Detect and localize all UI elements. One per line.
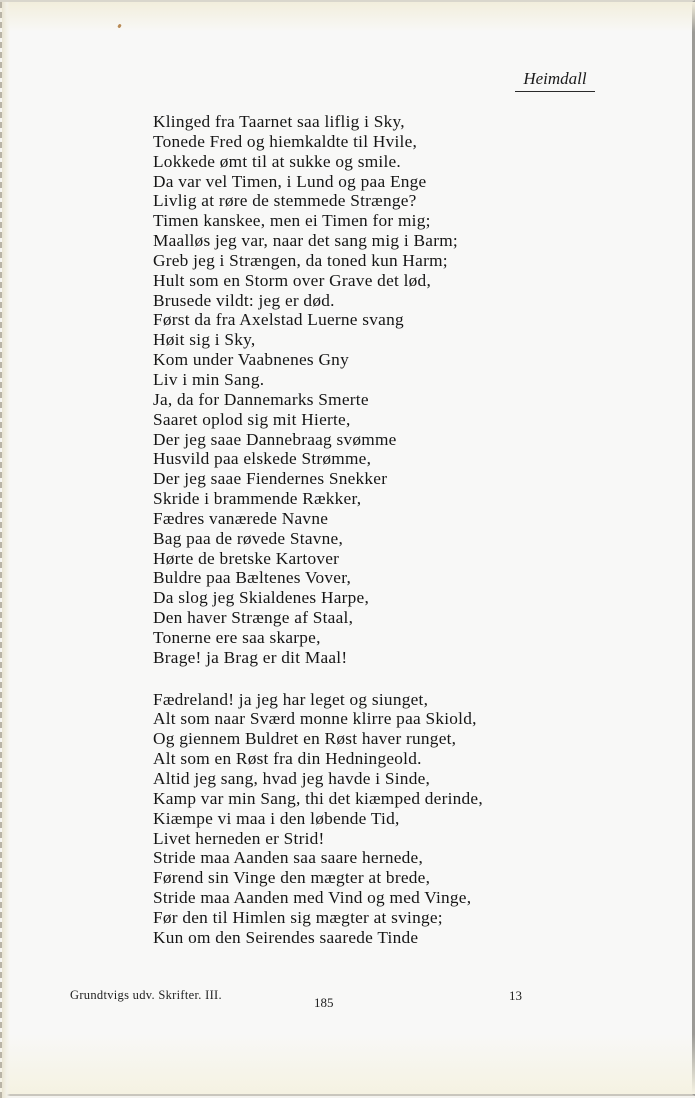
poem-line: Før den til Himlen sig mægter at svinge; — [153, 907, 443, 927]
page-number: 185 — [314, 995, 334, 1010]
stanza-1 — [153, 112, 573, 668]
poem-line: Kom under Vaabnenes Gny — [153, 350, 349, 370]
poem-line: Maalløs jeg var, naar det sang mig i Barm; — [153, 231, 458, 251]
poem-line: Kiæmpe vi maa i den løbende Tid, — [153, 808, 400, 828]
poem-line: Stride maa Aanden saa saare hernede, — [153, 848, 424, 868]
poem-line: Timen kanskee, men ei Timen for mig; — [153, 211, 431, 231]
poem-line: Der jeg saae Fiendernes Snekker — [153, 469, 388, 489]
poem-line: Fædres vanærede Navne — [153, 508, 329, 528]
poem-line: Livet herneden er Strid! — [153, 828, 325, 848]
footer-signature: Grundtvigs udv. Skrifter. III. — [70, 988, 222, 1002]
poem-line: Høit sig i Sky, — [153, 330, 256, 350]
poem-line: Brusede vildt: jeg er død. — [153, 290, 335, 310]
poem-line: Husvild paa elskede Strømme, — [153, 449, 372, 469]
poem-line: Bag paa de røvede Stavne, — [153, 528, 344, 548]
poem-line: Den haver Strænge af Staal, — [153, 608, 354, 628]
poem-line: Stride maa Aanden med Vind og med Vinge, — [153, 888, 472, 908]
poem-line: Lokkede ømt til at sukke og smile. — [153, 151, 401, 171]
poem-line: Liv i min Sang. — [153, 369, 265, 389]
poem-line: Ja, da for Dannemarks Smerte — [153, 389, 369, 409]
poem-line: Hult som en Storm over Grave det lød, — [153, 270, 432, 290]
page-aging-bottom — [0, 1034, 695, 1094]
running-head-title: Heimdall — [515, 70, 595, 92]
poem-line: Tonerne ere saa skarpe, — [153, 627, 321, 647]
poem-line: Førend sin Vinge den mægter at brede, — [153, 868, 431, 888]
poem-line: Saaret oplod sig mit Hierte, — [153, 409, 351, 429]
poem-line: Tonede Fred og hiemkaldte til Hvile, — [153, 131, 418, 151]
poem-line: Skride i brammende Rækker, — [153, 489, 362, 509]
torn-left-edge — [0, 2, 10, 1098]
poem-line: Da slog jeg Skialdenes Harpe, — [153, 588, 370, 608]
poem-line: Buldre paa Bæltenes Vover, — [153, 568, 352, 588]
poem-line: Hørte de bretske Kartover — [153, 548, 340, 568]
stanza-2 — [153, 690, 573, 948]
page-aging-top — [0, 2, 695, 32]
poem-line: Kamp var min Sang, thi det kiæmped derinde, — [153, 788, 483, 808]
poem-line: Brage! ja Brag er dit Maal! — [153, 647, 348, 667]
poem-line: Klinged fra Taarnet saa liflig i Sky, — [153, 112, 405, 131]
poem-line: Alt som en Røst fra din Hedningeold. — [153, 749, 422, 769]
poem-line: Der jeg saae Dannebraag svømme — [153, 429, 397, 449]
poem-line: Kun om den Seirendes saarede Tinde — [153, 927, 419, 947]
poem-line: Da var vel Timen, i Lund og paa Enge — [153, 171, 427, 191]
poem-line: Fædreland! ja jeg har leget og siunget, — [153, 689, 429, 709]
sheet-number: 13 — [509, 988, 522, 1003]
poem-line: Livlig at røre de stemmede Strænge? — [153, 191, 417, 211]
poem-line: Og giennem Buldret en Røst haver runget, — [153, 729, 457, 749]
poem-body — [153, 112, 573, 948]
poem-line: Greb jeg i Strængen, da toned kun Harm; — [153, 250, 448, 270]
poem-line: Først da fra Axelstad Luerne svang — [153, 310, 404, 330]
poem-line: Alt som naar Sværd monne klirre paa Skiold, — [153, 709, 477, 729]
poem-line: Altid jeg sang, hvad jeg havde i Sinde, — [153, 769, 431, 788]
